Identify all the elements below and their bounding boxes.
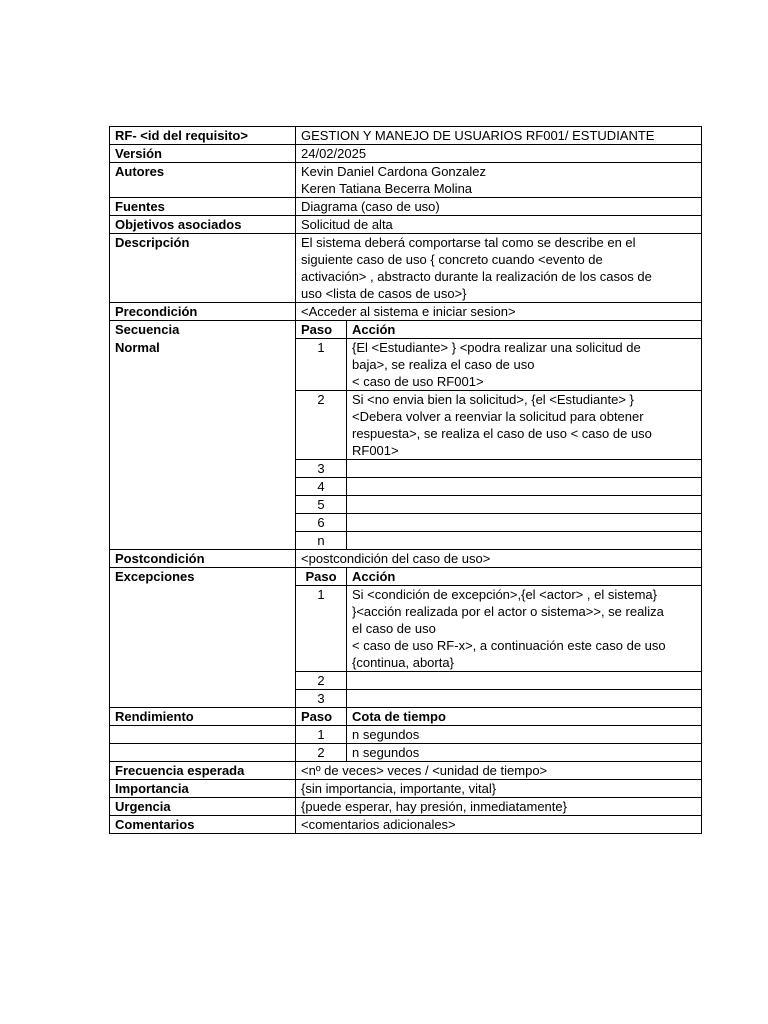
importance-value: {sin importancia, importante, vital} xyxy=(296,780,702,798)
row-importance xyxy=(110,780,702,798)
row-version xyxy=(110,145,702,163)
frequency-label: Frecuencia esperada xyxy=(110,762,296,780)
description-line: uso <lista de casos de uso>} xyxy=(301,286,467,301)
exception-step-row xyxy=(110,690,702,708)
requirement-id-value: GESTION Y MANEJO DE USUARIOS RF001/ ESTUDIANTE xyxy=(296,127,702,145)
step-action-line: <Debera volver a reenviar la solicitud para obtener xyxy=(352,409,644,424)
authors-label: Autores xyxy=(110,163,296,198)
row-sources xyxy=(110,198,702,216)
sequence-label: Secuencia xyxy=(110,321,296,339)
objectives-label: Objetivos asociados xyxy=(110,216,296,234)
exception-step-row xyxy=(110,586,702,672)
step-action-line: baja>, se realiza el caso de uso xyxy=(352,357,535,372)
author-name: Kevin Daniel Cardona Gonzalez xyxy=(301,164,486,179)
importance-label: Importancia xyxy=(110,780,296,798)
step-number: 1 xyxy=(296,726,347,744)
row-urgency xyxy=(110,798,702,816)
step-action-line: el caso de uso xyxy=(352,621,436,636)
step-number: 3 xyxy=(296,690,347,708)
step-number: 6 xyxy=(296,514,347,532)
description-line: siguiente caso de uso { concreto cuando <evento de xyxy=(301,252,603,267)
time-bound: n segundos xyxy=(347,726,702,744)
row-frequency xyxy=(110,762,702,780)
time-bound: n segundos xyxy=(347,744,702,762)
step-action xyxy=(347,514,702,532)
sequence-step-row xyxy=(110,532,702,550)
row-id xyxy=(110,127,702,145)
step-action-line: {continua, aborta} xyxy=(352,655,454,670)
performance-row xyxy=(110,726,702,744)
row-description xyxy=(110,234,702,303)
step-action xyxy=(347,460,702,478)
step-action xyxy=(347,586,702,672)
authors-value xyxy=(296,163,702,198)
step-action xyxy=(347,532,702,550)
comments-label: Comentarios xyxy=(110,816,296,834)
row-sequence-header xyxy=(110,321,702,339)
row-postcondition xyxy=(110,550,702,568)
step-action-line: < caso de uso RF-x>, a continuación este caso de uso xyxy=(352,638,666,653)
step-action-line: RF001> xyxy=(352,443,399,458)
comments-value: <comentarios adicionales> xyxy=(296,816,702,834)
step-number: 2 xyxy=(296,672,347,690)
sequence-action-header: Acción xyxy=(347,321,702,339)
exception-step-row xyxy=(110,672,702,690)
performance-step-header: Paso xyxy=(296,708,347,726)
step-action xyxy=(347,339,702,391)
step-action xyxy=(347,478,702,496)
exceptions-label: Excepciones xyxy=(110,568,296,586)
description-label: Descripción xyxy=(110,234,296,303)
author-name: Keren Tatiana Becerra Molina xyxy=(301,181,473,196)
row-objectives xyxy=(110,216,702,234)
sequence-step-header: Paso xyxy=(296,321,347,339)
urgency-label: Urgencia xyxy=(110,798,296,816)
row-exceptions-header xyxy=(110,568,702,586)
precondition-label: Precondición xyxy=(110,303,296,321)
urgency-value: {puede esperar, hay presión, inmediatamente} xyxy=(296,798,702,816)
step-action-line: Si <no envia bien la solicitud>, {el <Estudiante> } xyxy=(352,392,634,407)
sources-value: Diagrama (caso de uso) xyxy=(296,198,702,216)
performance-time-header: Cota de tiempo xyxy=(347,708,702,726)
step-action xyxy=(347,672,702,690)
objectives-value: Solicitud de alta xyxy=(296,216,702,234)
performance-row xyxy=(110,744,702,762)
step-number: 2 xyxy=(296,744,347,762)
postcondition-value: <postcondición del caso de uso> xyxy=(296,550,702,568)
step-action-line: respuesta>, se realiza el caso de uso < caso de uso xyxy=(352,426,652,441)
row-performance-header xyxy=(110,708,702,726)
exceptions-step-header: Paso xyxy=(296,568,347,586)
version-value: 24/02/2025 xyxy=(296,145,702,163)
step-action-line: {El <Estudiante> } <podra realizar una solicitud de xyxy=(352,340,641,355)
row-comments xyxy=(110,816,702,834)
postcondition-label: Postcondición xyxy=(110,550,296,568)
exceptions-action-header: Acción xyxy=(347,568,702,586)
precondition-value: <Acceder al sistema e iniciar sesion> xyxy=(296,303,702,321)
step-number: 4 xyxy=(296,478,347,496)
step-number: n xyxy=(296,532,347,550)
step-number: 3 xyxy=(296,460,347,478)
step-action-line: Si <condición de excepción>,{el <actor> , el sistema} xyxy=(352,587,657,602)
row-precondition xyxy=(110,303,702,321)
sequence-step-row xyxy=(110,478,702,496)
step-action-line: < caso de uso RF001> xyxy=(352,374,484,389)
step-number: 1 xyxy=(296,339,347,391)
step-action xyxy=(347,391,702,460)
description-line: El sistema deberá comportarse tal como se describe en el xyxy=(301,235,636,250)
requirement-table xyxy=(109,126,702,834)
version-label: Versión xyxy=(110,145,296,163)
step-action xyxy=(347,690,702,708)
step-action xyxy=(347,496,702,514)
sequence-step-row xyxy=(110,460,702,478)
description-line: activación> , abstracto durante la realización de los casos de xyxy=(301,269,652,284)
sources-label: Fuentes xyxy=(110,198,296,216)
frequency-value: <nº de veces> veces / <unidad de tiempo> xyxy=(296,762,702,780)
sequence-step-row xyxy=(110,514,702,532)
step-number: 5 xyxy=(296,496,347,514)
performance-label: Rendimiento xyxy=(110,708,296,726)
sequence-label-normal: Normal xyxy=(110,339,296,391)
step-action-line: }<acción realizada por el actor o sistema>>, se realiza xyxy=(352,604,664,619)
sequence-step-row xyxy=(110,496,702,514)
step-number: 2 xyxy=(296,391,347,460)
sequence-step-row xyxy=(110,391,702,460)
step-number: 1 xyxy=(296,586,347,672)
description-value xyxy=(296,234,702,303)
requirement-id-label: RF- <id del requisito> xyxy=(110,127,296,145)
sequence-step-row xyxy=(110,339,702,391)
row-authors xyxy=(110,163,702,198)
